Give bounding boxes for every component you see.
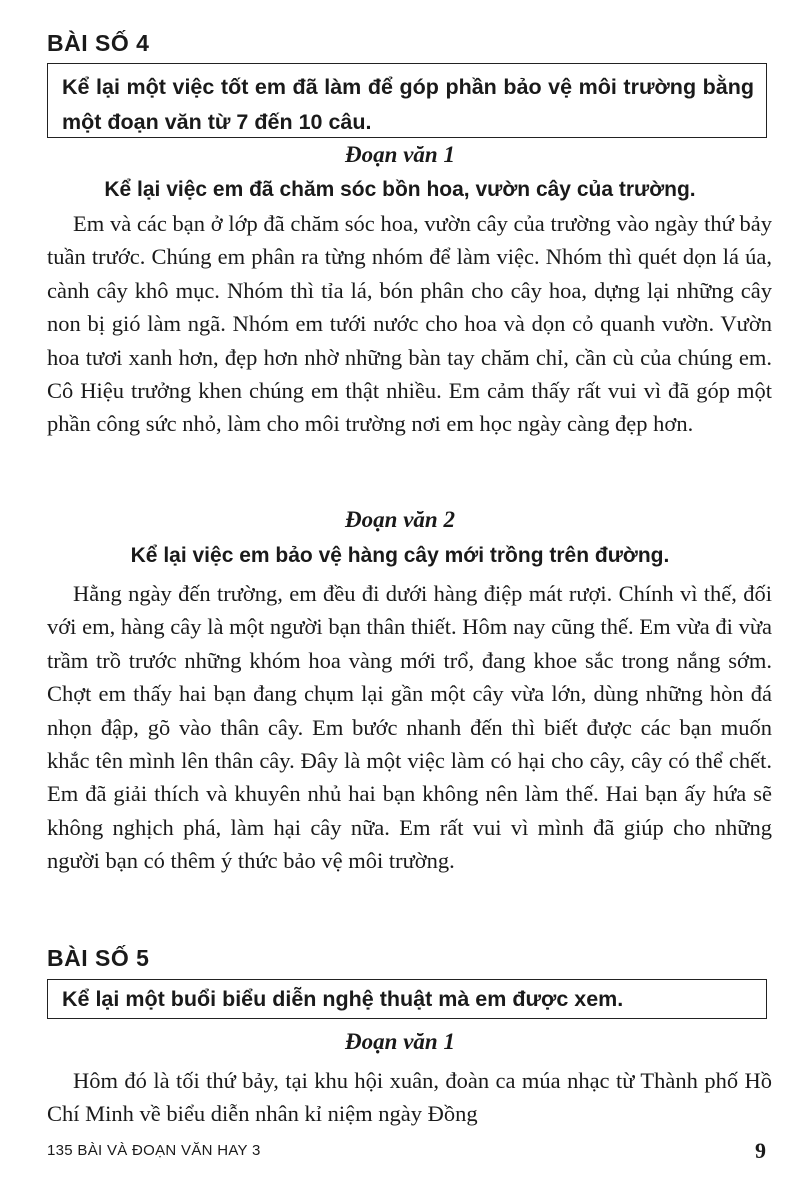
book-title-footer: 135 BÀI VÀ ĐOẠN VĂN HAY 3 bbox=[47, 1142, 261, 1159]
exercise-4-passage-1-title: Kể lại việc em đã chăm sóc bồn hoa, vườn cây của trường. bbox=[104, 178, 696, 201]
exercise-4-heading: BÀI SỐ 4 bbox=[47, 30, 150, 56]
exercise-4-passage-1-text: Em và các bạn ở lớp đã chăm sóc hoa, vườn cây của trường vào ngày thứ bảy tuần trước. Chúng em phân ra từng nhóm để làm việc. Nhóm thì quét dọn lá úa, cành cây khô mục. Nhóm thì tỉa lá, bón phân cho cây hoa, dựng lại những cây non bị gió làm ngã. Nhóm em tưới nước cho hoa và dọn cỏ quanh vườn. Vườn hoa tươi xanh hơn, đẹp hơn nhờ những bàn tay chăm chỉ, cần cù của chúng em. Cô Hiệu trưởng khen chúng em thật nhiều. Em cảm thấy rất vui vì đã góp một phần công sức nhỏ, làm cho môi trường nơi em học ngày càng đẹp hơn. bbox=[47, 211, 772, 437]
page-number: 9 bbox=[755, 1138, 766, 1163]
exercise-4-passage-2-text: Hằng ngày đến trường, em đều đi dưới hàng điệp mát rượi. Chính vì thế, đối với em, hàng cây là một người bạn thân thiết. Hôm nay cũng thế. Em vừa đi vừa trầm trồ trước những khóm hoa vàng mới trổ, đang khoe sắc trong nắng sớm. Chợt em thấy hai bạn đang chụm lại gần một cây vừa lớn, dùng những hòn đá nhọn đập, gõ vào thân cây. Em bước nhanh đến thì biết được các bạn muốn khắc tên mình lên thân cây. Đây là một việc làm có hại cho cây, cây có thể chết. Em đã giải thích và khuyên nhủ hai bạn không nên làm thế. Hai bạn ấy hứa sẽ không nghịch phá, làm hại cây nữa. Em rất vui vì mình đã giúp cho những người bạn có thêm ý thức bảo vệ môi trường. bbox=[47, 581, 772, 874]
exercise-4-task-box bbox=[47, 63, 767, 138]
exercise-4-task-text: Kể lại một việc tốt em đã làm để góp phần bảo vệ môi trường bằng một đoạn văn từ 7 đến 10 câu. bbox=[62, 75, 754, 134]
exercise-5-task-text: Kể lại một buổi biểu diễn nghệ thuật mà em được xem. bbox=[62, 987, 624, 1011]
exercise-5-heading: BÀI SỐ 5 bbox=[47, 945, 150, 971]
exercise-4-passage-2-label: Đoạn văn 2 bbox=[345, 507, 455, 532]
exercise-5-task-box bbox=[47, 979, 767, 1019]
exercise-4-passage-1-label: Đoạn văn 1 bbox=[345, 142, 455, 167]
exercise-5-passage-1-label: Đoạn văn 1 bbox=[345, 1029, 455, 1054]
exercise-4-passage-2-title: Kể lại việc em bảo vệ hàng cây mới trồng trên đường. bbox=[130, 544, 670, 567]
exercise-5-passage-1-text: Hôm đó là tối thứ bảy, tại khu hội xuân, đoàn ca múa nhạc từ Thành phố Hồ Chí Minh về biểu diễn nhân kỉ niệm ngày Đồng bbox=[47, 1068, 772, 1127]
